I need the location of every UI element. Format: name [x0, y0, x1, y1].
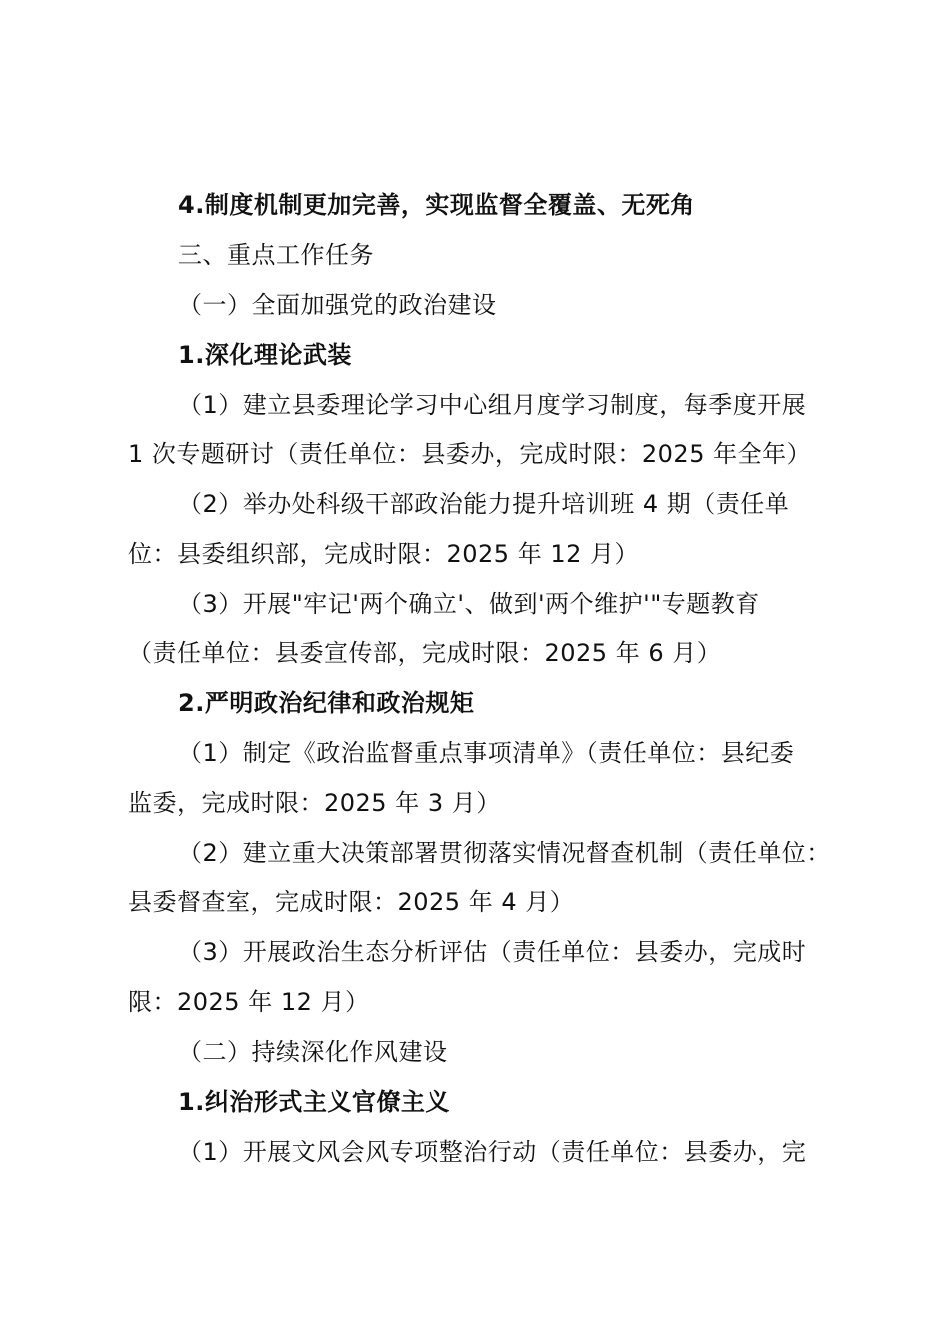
subsection-heading-2: （二）持续深化作风建设 — [178, 1038, 448, 1066]
paragraph-line: （1）开展文风会风专项整治行动（责任单位：县委办，完 — [178, 1138, 807, 1166]
paragraph-line: （2）举办处科级干部政治能力提升培训班 4 期（责任单 — [178, 490, 790, 518]
paragraph-line: （1）制定《政治监督重点事项清单》（责任单位：县纪委 — [178, 739, 795, 767]
section-heading-3: 三、重点工作任务 — [178, 241, 374, 269]
subsection-heading-1: （一）全面加强党的政治建设 — [178, 291, 497, 319]
paragraph-line: （3）开展"牢记'两个确立'、做到'两个维护'"专题教育 — [178, 590, 760, 618]
item-heading-1: 1.深化理论武装 — [178, 341, 352, 369]
paragraph-line: （2）建立重大决策部署贯彻落实情况督查机制（责任单位： — [178, 839, 831, 867]
item-heading-2: 2.严明政治纪律和政治规矩 — [178, 689, 475, 717]
paragraph-line: 1 次专题研讨（责任单位：县委办，完成时限：2025 年全年） — [128, 440, 812, 468]
item-heading-4: 4.制度机制更加完善，实现监督全覆盖、无死角 — [178, 191, 695, 219]
paragraph-line: （责任单位：县委宣传部，完成时限：2025 年 6 月） — [128, 639, 722, 667]
paragraph-line: （3）开展政治生态分析评估（责任单位：县委办，完成时 — [178, 938, 807, 966]
item-heading-1b: 1.纠治形式主义官僚主义 — [178, 1088, 450, 1116]
paragraph-line: 位：县委组织部，完成时限：2025 年 12 月） — [128, 540, 640, 568]
paragraph-line: （1）建立县委理论学习中心组月度学习制度，每季度开展 — [178, 391, 807, 419]
paragraph-line: 限：2025 年 12 月） — [128, 988, 370, 1016]
paragraph-line: 县委督查室，完成时限：2025 年 4 月） — [128, 888, 575, 916]
paragraph-line: 监委，完成时限：2025 年 3 月） — [128, 789, 501, 817]
